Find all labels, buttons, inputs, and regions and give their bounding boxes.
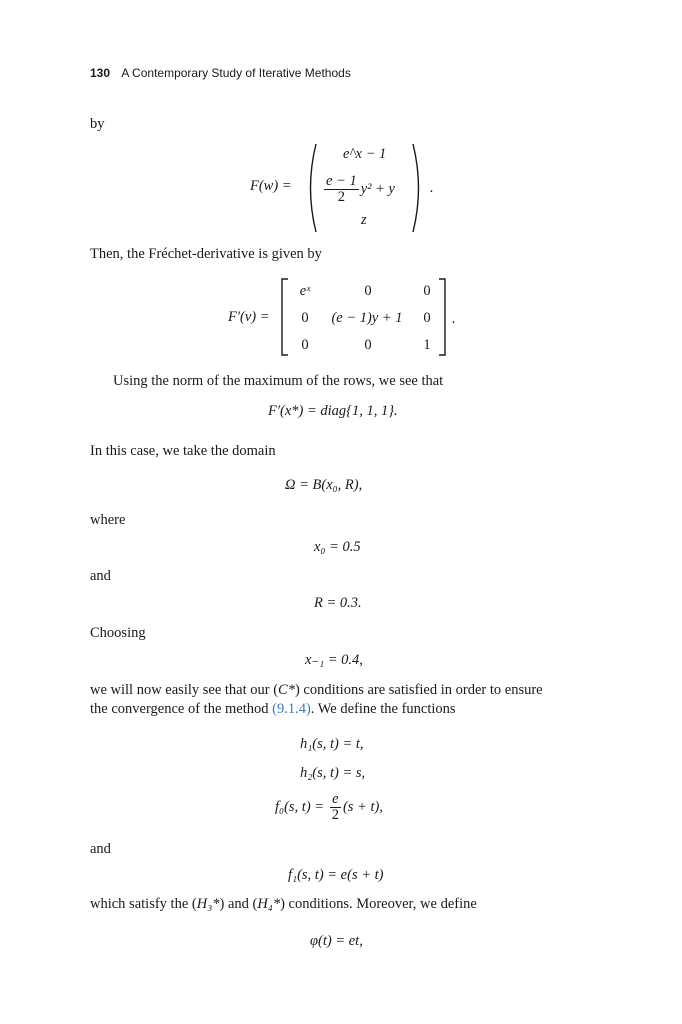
conditions-1b: ) conditions are satisfied in order to ensure: [294, 682, 543, 698]
text-frechet: Then, the Fréchet-derivative is given by: [90, 246, 322, 262]
F-row-1: e^x − 1: [343, 146, 387, 162]
eq-Fxstar: F′(x*) = diag{1, 1, 1}.: [268, 403, 398, 419]
eq-omega: Ω = B(x₀, R),: [285, 477, 363, 493]
Fp-cell-3-1: 0: [301, 337, 309, 353]
Fp-cell-1-2: 0: [364, 283, 372, 299]
satisfy-c: ) conditions. Moreover, we define: [280, 896, 477, 912]
F-frac-num: e − 1: [326, 173, 357, 189]
Fp-lhs: F′(v) =: [228, 309, 270, 325]
running-header: [90, 66, 351, 80]
text-conditions-line-1: [90, 680, 543, 700]
running-title: A Contemporary Study of Iterative Methods: [121, 66, 351, 80]
f0-fraction: [330, 792, 341, 823]
text-and-2: and: [90, 841, 111, 857]
page-number: 130: [90, 66, 111, 80]
eq-h2: h₂(s, t) = s,: [300, 765, 366, 781]
F-period: .: [430, 180, 434, 196]
Fp-cell-3-3: 1: [423, 337, 431, 353]
text-conditions-line-2: [90, 699, 456, 719]
conditions-1a: we will now easily see that our (: [90, 682, 279, 698]
text-by: by: [90, 116, 105, 132]
F-row-2-fraction: [324, 174, 359, 205]
f0-rest: (s + t),: [342, 799, 383, 816]
left-paren-F: [303, 142, 319, 234]
conditions-2a: the convergence of the method: [90, 701, 273, 717]
Fp-period: .: [452, 311, 456, 327]
F-row-3: z: [361, 212, 367, 228]
Fp-cell-2-1: 0: [301, 310, 309, 326]
text-where: where: [90, 512, 126, 528]
right-paren-F: [410, 142, 426, 234]
satisfy-b: ) and (: [219, 896, 258, 912]
F-row-2-rest: y² + y: [360, 181, 395, 198]
eq-h1: h₁(s, t) = t,: [300, 736, 364, 752]
Fp-cell-1-3: 0: [423, 283, 431, 299]
text-satisfy: [90, 894, 477, 914]
cstar-symbol: C*: [278, 682, 295, 698]
Fp-cell-1-1: eˣ: [299, 283, 311, 299]
eq-x0: x₀ = 0.5: [314, 539, 361, 555]
f0-lhs: f₀(s, t) =: [275, 799, 325, 816]
eq-R: R = 0.3.: [314, 595, 362, 611]
F-lhs: F(w) =: [250, 178, 292, 194]
Fp-cell-2-2: (e − 1)y + 1: [331, 310, 403, 326]
equation-ref-link[interactable]: (9.1.4): [272, 701, 311, 717]
h3star-symbol: H₃*: [196, 896, 220, 912]
text-norm: Using the norm of the maximum of the rows, we see that: [113, 373, 444, 389]
conditions-2b: . We define the functions: [310, 701, 456, 717]
f0-frac-num: e: [332, 791, 339, 807]
text-domain: In this case, we take the domain: [90, 443, 276, 459]
Fp-cell-2-3: 0: [423, 310, 431, 326]
h4star-symbol: H₄*: [257, 896, 281, 912]
f0-frac-den: 2: [331, 807, 339, 824]
eq-f0: [275, 792, 383, 823]
Fp-cell-3-2: 0: [364, 337, 372, 353]
eq-phi: φ(t) = et,: [310, 933, 363, 949]
F-frac-den: 2: [337, 189, 345, 206]
text-and-1: and: [90, 568, 111, 584]
eq-xm1: x₋₁ = 0.4,: [305, 652, 363, 668]
satisfy-a: which satisfy the (: [90, 896, 197, 912]
text-choosing: Choosing: [90, 625, 146, 641]
F-row-2: [322, 174, 395, 205]
right-bracket-Fp: [437, 278, 447, 356]
left-bracket-Fp: [280, 278, 290, 356]
eq-f1: f₁(s, t) = e(s + t): [288, 867, 384, 883]
